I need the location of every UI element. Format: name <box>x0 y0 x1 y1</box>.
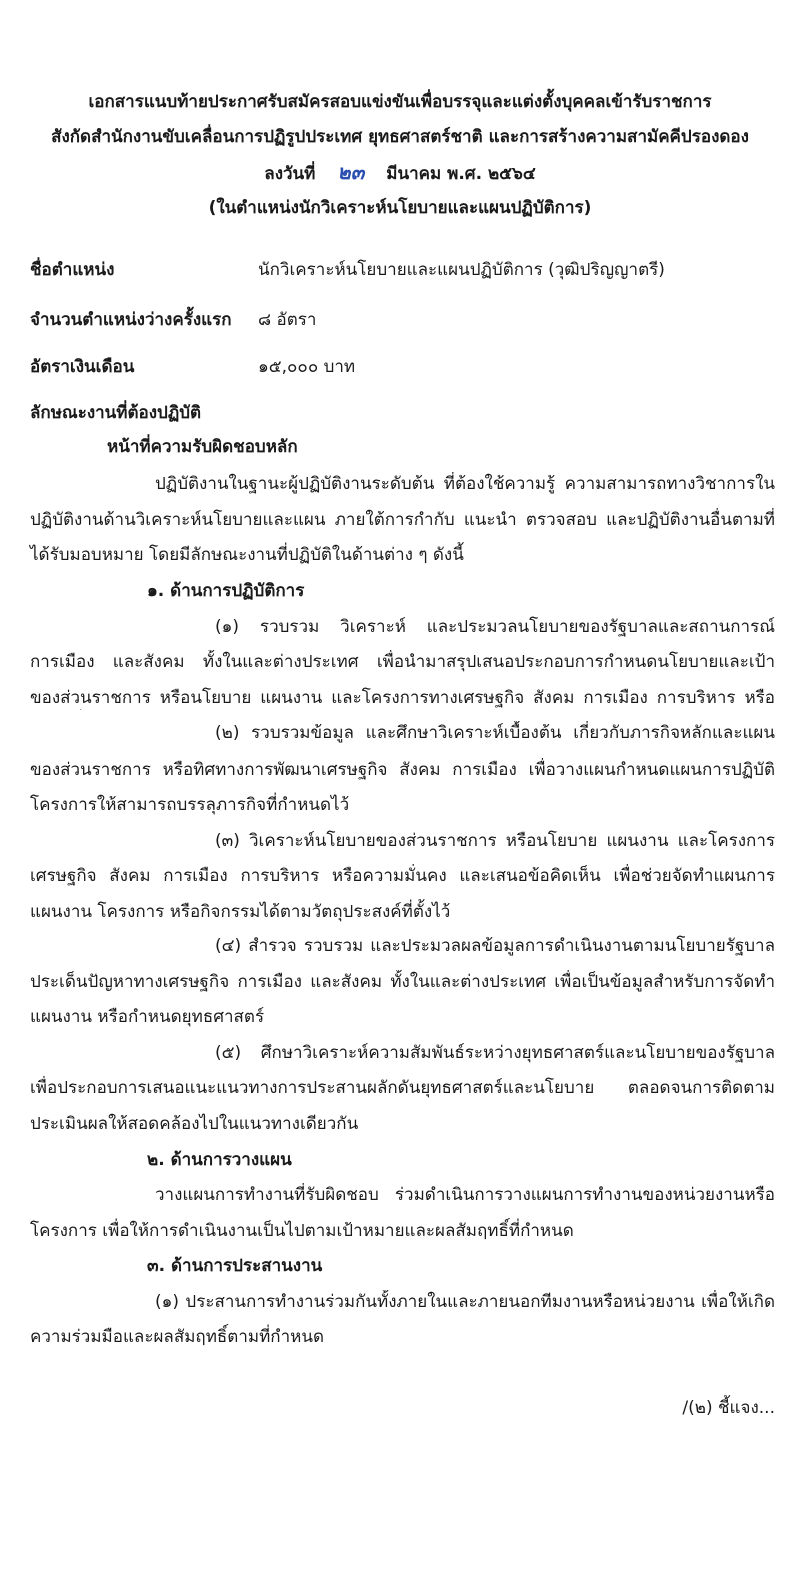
section-main-duty: หน้าที่ความรับผิดชอบหลัก <box>107 437 298 457</box>
paragraph-line: ของส่วนราชการ หรือนโยบาย แผนงาน และโครงการทางเศรษฐกิจ สังคม การเมือง การบริหาร หรือ <box>30 688 775 708</box>
paragraph-line: โครงการ เพื่อให้การดำเนินงานเป็นไปตามเป้าหมายและผลสัมฤทธิ์ที่กำหนด <box>30 1221 574 1241</box>
paragraph-line: ประเมินผลให้สอดคล้องไปในแนวทางเดียวกัน <box>30 1114 359 1134</box>
section-job-nature: ลักษณะงานที่ต้องปฏิบัติ <box>30 403 202 423</box>
field-value-position: นักวิเคราะห์นโยบายและแผนปฏิบัติการ (วุฒิปริญญาตรี) <box>258 260 665 280</box>
handwritten-day: ๒๓ <box>337 160 365 184</box>
header-line-1: เอกสารแนบท้ายประกาศรับสมัครสอบแข่งขันเพื่อบรรจุและแต่งตั้งบุคคลเข้ารับราชการ <box>88 92 712 112</box>
continued-marker: /(๒) ชี้แจง... <box>682 1398 775 1418</box>
paragraph-line: (๓) วิเคราะห์นโยบายของส่วนราชการ หรือนโยบาย แผนงาน และโครงการ <box>215 831 775 851</box>
field-label-vacancies: จำนวนตำแหน่งว่างครั้งแรก <box>30 310 232 330</box>
date-prefix: ลงวันที่ <box>264 164 316 184</box>
header-date <box>0 160 800 186</box>
paragraph-line: โครงการให้สามารถบรรลุภารกิจที่กำหนดไว้ <box>30 795 350 815</box>
paragraph-line: แผนงาน หรือกำหนดยุทธศาสตร์ <box>30 1007 265 1027</box>
paragraph-line: ของส่วนราชการ หรือทิศทางการพัฒนาเศรษฐกิจ สังคม การเมือง เพื่อวางแผนกำหนดแผนการปฏิบัติ <box>30 760 775 780</box>
paragraph-line: (๕) ศึกษาวิเคราะห์ความสัมพันธ์ระหว่างยุทธศาสตร์และนโยบายของรัฐบาล <box>215 1043 775 1063</box>
paragraph-line: ปฏิบัติงานในฐานะผู้ปฏิบัติงานระดับต้น ที่ต้องใช้ความรู้ ความสามารถทางวิชาการใน <box>155 474 775 494</box>
field-label-position: ชื่อตำแหน่ง <box>30 260 115 280</box>
field-value-vacancies: ๘ อัตรา <box>258 310 317 330</box>
paragraph-line: วางแผนการทำงานที่รับผิดชอบ ร่วมดำเนินการวางแผนการทำงานของหน่วยงานหรือ <box>155 1185 775 1205</box>
paragraph-line: ได้รับมอบหมาย โดยมีลักษณะงานที่ปฏิบัติในด้านต่าง ๆ ดังนี้ <box>30 545 464 565</box>
paragraph-line: (๒) รวบรวมข้อมูล และศึกษาวิเคราะห์เบื้องต้น เกี่ยวกับภารกิจหลักและแผน <box>215 723 775 743</box>
section-1-heading: ๑. ด้านการปฏิบัติการ <box>147 581 305 601</box>
paragraph-line: (๑) รวบรวม วิเคราะห์ และประมวลนโยบายของรัฐบาลและสถานการณ์ <box>215 617 775 637</box>
paragraph-line: แผนงาน โครงการ หรือกิจกรรมได้ตามวัตถุประสงค์ที่ตั้งไว้ <box>30 902 451 922</box>
section-2-heading: ๒. ด้านการวางแผน <box>147 1150 292 1170</box>
paragraph-line: การเมือง และสังคม ทั้งในและต่างประเทศ เพื่อนำมาสรุปเสนอประกอบการกำหนดนโยบายและเป้า <box>30 652 775 672</box>
paragraph-line: ประเด็นปัญหาทางเศรษฐกิจ การเมือง และสังคม ทั้งในและต่างประเทศ เพื่อเป็นข้อมูลสำหรับการจัดทำ <box>30 972 775 992</box>
field-label-salary: อัตราเงินเดือน <box>30 357 135 377</box>
header-line-4: (ในตำแหน่งนักวิเคราะห์นโยบายและแผนปฏิบัติการ) <box>208 198 592 218</box>
paragraph-line: เพื่อประกอบการเสนอแนะแนวทางการประสานผลักดันยุทธศาสตร์และนโยบาย ตลอดจนการติดตาม <box>30 1078 775 1098</box>
field-value-salary: ๑๕,๐๐๐ บาท <box>258 357 356 377</box>
paragraph-line: (๑) ประสานการทำงานร่วมกันทั้งภายในและภายนอกทีมงานหรือหน่วยงาน เพื่อให้เกิด <box>155 1292 775 1312</box>
paragraph-line: เศรษฐกิจ สังคม การเมือง การบริหาร หรือความมั่นคง และเสนอข้อคิดเห็น เพื่อช่วยจัดทำแผนการ <box>30 866 775 886</box>
header-line-2: สังกัดสำนักงานขับเคลื่อนการปฏิรูปประเทศ ยุทธศาสตร์ชาติ และการสร้างความสามัคคีปรองดอง <box>51 127 749 147</box>
section-3-heading: ๓. ด้านการประสานงาน <box>147 1256 323 1276</box>
paragraph-line: (๔) สำรวจ รวบรวม และประมวลผลข้อมูลการดำเนินงานตามนโยบายรัฐบาล <box>215 936 775 956</box>
date-suffix: มีนาคม พ.ศ. ๒๕๖๔ <box>386 164 536 184</box>
paragraph-line: ปฏิบัติงานด้านวิเคราะห์นโยบายและแผน ภายใต้การกำกับ แนะนำ ตรวจสอบ และปฏิบัติงานอื่นตามที่ <box>30 510 775 530</box>
paragraph-line: ความร่วมมือและผลสัมฤทธิ์ตามที่กำหนด <box>30 1327 325 1347</box>
